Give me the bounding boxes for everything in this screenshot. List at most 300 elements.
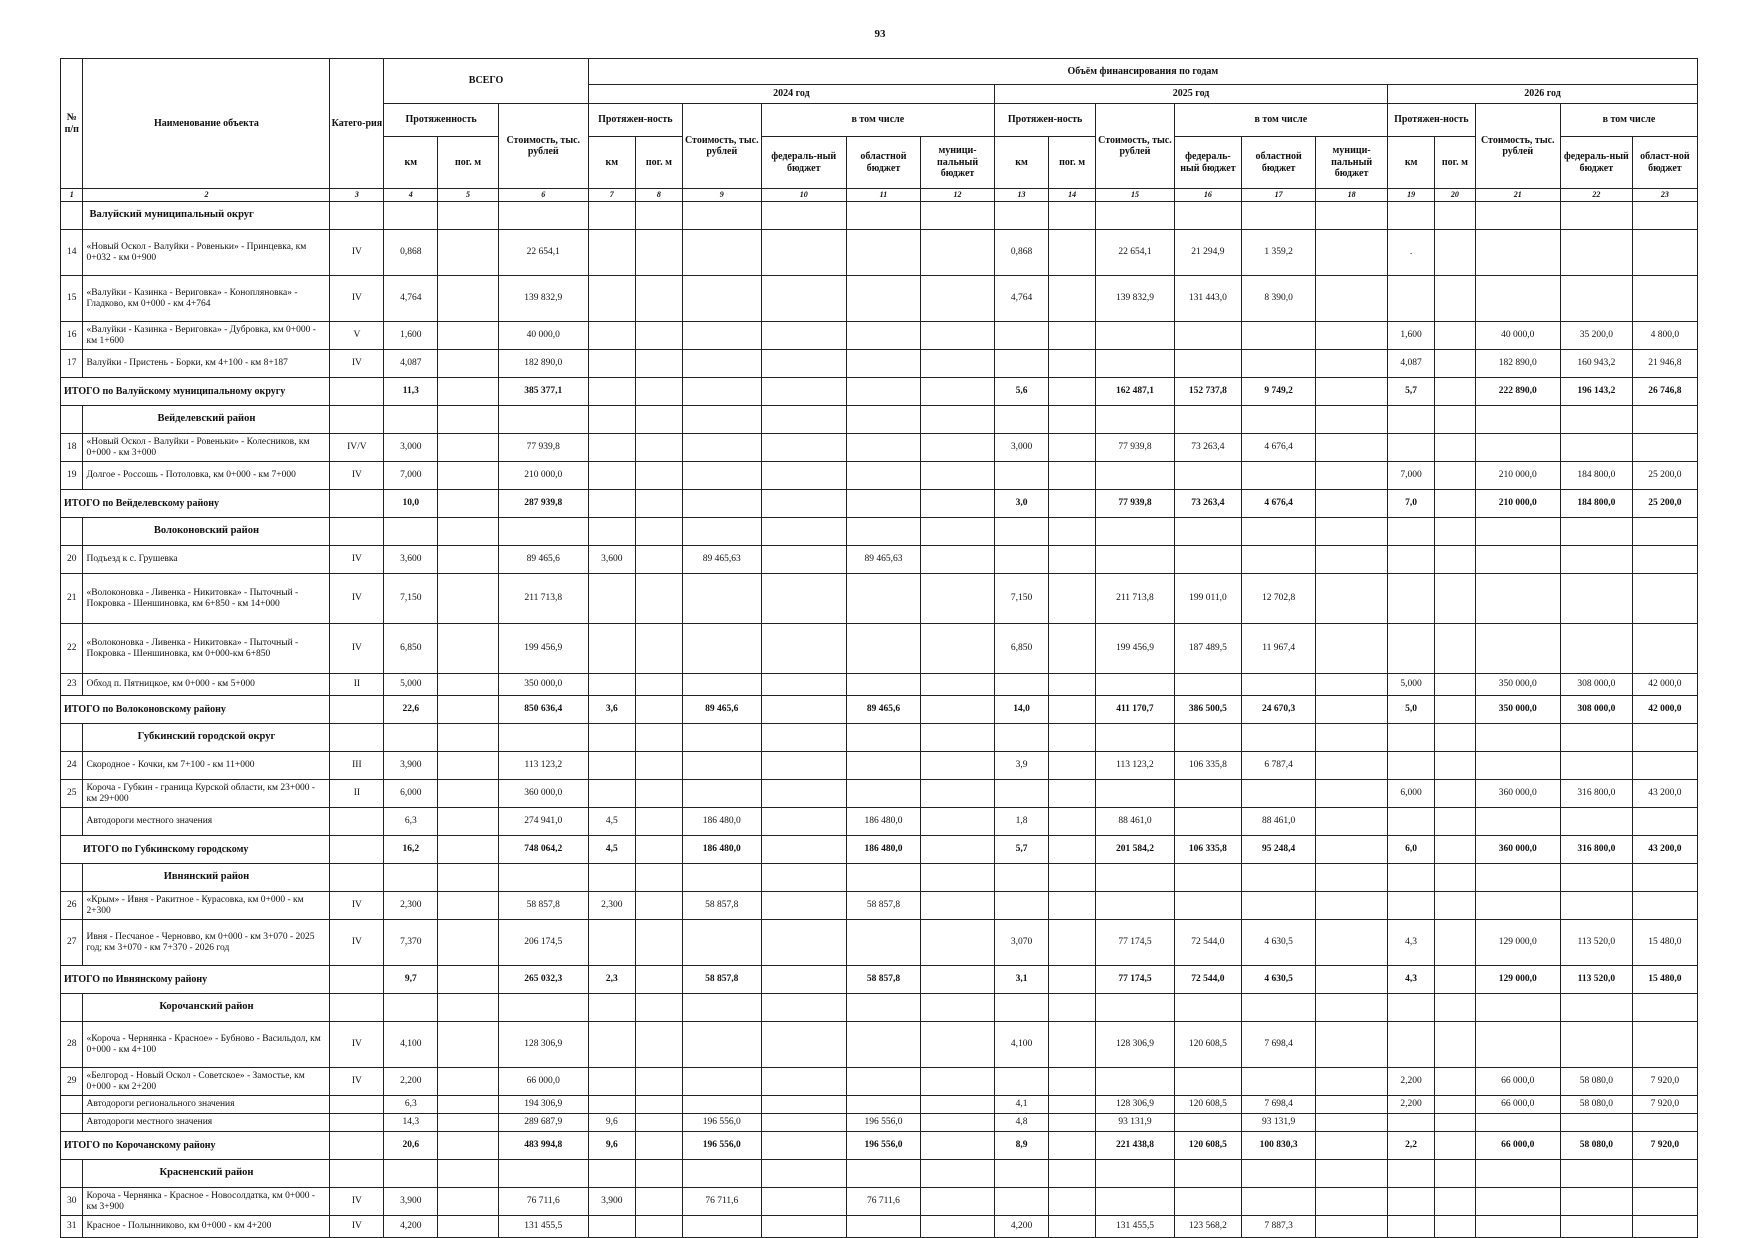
- cell-empty: [761, 674, 846, 696]
- subtotal-name: Автодороги регионального значения: [83, 1096, 330, 1114]
- cell-empty: [384, 724, 438, 752]
- cell-empty: [1388, 1216, 1435, 1238]
- value-col-13: 3,0: [995, 490, 1049, 518]
- value-col-21: 222 890,0: [1475, 378, 1560, 406]
- cell-empty: [1048, 276, 1095, 322]
- value-col-6: 22 654,1: [498, 230, 588, 276]
- cell-empty: [1388, 202, 1435, 230]
- cell-empty: [846, 724, 920, 752]
- cell-empty: [846, 1096, 920, 1114]
- object-name: Красное - Полынниково, км 0+000 - км 4+200: [83, 1216, 330, 1238]
- cell-empty: [1560, 1188, 1632, 1216]
- cell-empty: [635, 406, 682, 434]
- value-col-6: 350 000,0: [498, 674, 588, 696]
- cell-empty: [921, 378, 995, 406]
- cell-empty: [761, 836, 846, 864]
- cell-empty: [761, 808, 846, 836]
- cell-empty: [1048, 780, 1095, 808]
- section-name: Ивнянский район: [83, 864, 330, 892]
- cell-empty: [438, 892, 499, 920]
- header-2024-municipal: муници-пальный бюджет: [921, 137, 995, 189]
- cell-empty: [846, 490, 920, 518]
- value-col-6: 66 000,0: [498, 1068, 588, 1096]
- cell-empty: [1388, 276, 1435, 322]
- value-col-4: 1,600: [384, 322, 438, 350]
- value-col-23: 25 200,0: [1632, 490, 1697, 518]
- cell-empty: [438, 406, 499, 434]
- cell-empty: [1174, 994, 1241, 1022]
- cell-empty: [682, 322, 761, 350]
- value-col-17: 100 830,3: [1242, 1132, 1316, 1160]
- value-col-16: 120 608,5: [1174, 1096, 1241, 1114]
- cell-empty: [1560, 202, 1632, 230]
- cell-empty: [384, 202, 438, 230]
- cell-empty: [588, 864, 635, 892]
- cell-empty: [588, 574, 635, 624]
- section-row: [61, 864, 1698, 892]
- value-col-19: 4,3: [1388, 920, 1435, 966]
- cell-empty: [761, 724, 846, 752]
- value-col-19: 2,2: [1388, 1132, 1435, 1160]
- cell-empty: [438, 752, 499, 780]
- value-col-4: 9,7: [384, 966, 438, 994]
- value-col-6: 265 032,3: [498, 966, 588, 994]
- cell-empty: [1316, 1132, 1388, 1160]
- cell-empty: [1475, 574, 1560, 624]
- cell-empty: [1242, 406, 1316, 434]
- cell-empty: [846, 350, 920, 378]
- value-col-13: 14,0: [995, 696, 1049, 724]
- header-2025-length: Протяжен-ность: [995, 104, 1096, 137]
- cell-empty: [846, 864, 920, 892]
- cell-empty: [1048, 406, 1095, 434]
- value-col-9: 196 556,0: [682, 1132, 761, 1160]
- value-col-13: 6,850: [995, 624, 1049, 674]
- value-col-6: 40 000,0: [498, 322, 588, 350]
- cell-empty: [588, 322, 635, 350]
- cell-empty: [1174, 674, 1241, 696]
- value-col-21: 40 000,0: [1475, 322, 1560, 350]
- row-number: 21: [61, 574, 83, 624]
- category: IV: [330, 1068, 384, 1096]
- value-col-21: 350 000,0: [1475, 696, 1560, 724]
- cell-empty: [384, 994, 438, 1022]
- cell-empty: [1316, 546, 1388, 574]
- cell-empty: [682, 674, 761, 696]
- cell-empty: [1316, 490, 1388, 518]
- cell-empty: [761, 1132, 846, 1160]
- object-name: Обход п. Пятницкое, км 0+000 - км 5+000: [83, 674, 330, 696]
- header-2025-pog-m: пог. м: [1048, 137, 1095, 189]
- cell-empty: [438, 780, 499, 808]
- cell-empty: [1435, 752, 1475, 780]
- cell-empty: [1048, 202, 1095, 230]
- section-row: [61, 518, 1698, 546]
- value-col-23: 7 920,0: [1632, 1096, 1697, 1114]
- cell-empty: [635, 994, 682, 1022]
- cell-empty: [1242, 1068, 1316, 1096]
- category: III: [330, 752, 384, 780]
- cell-empty: [1048, 808, 1095, 836]
- cell-empty: [588, 994, 635, 1022]
- row-number: 26: [61, 892, 83, 920]
- column-number: 3: [330, 189, 384, 202]
- value-col-11: 76 711,6: [846, 1188, 920, 1216]
- value-col-6: 199 456,9: [498, 624, 588, 674]
- cell-empty: [846, 1022, 920, 1068]
- value-col-15: 128 306,9: [1096, 1022, 1175, 1068]
- total-row: [61, 836, 1698, 864]
- value-col-4: 6,000: [384, 780, 438, 808]
- value-col-19: 1,600: [1388, 322, 1435, 350]
- value-col-19: 5,000: [1388, 674, 1435, 696]
- value-col-22: 184 800,0: [1560, 462, 1632, 490]
- cell-empty: [921, 490, 995, 518]
- cell-empty: [1475, 406, 1560, 434]
- value-col-16: 120 608,5: [1174, 1022, 1241, 1068]
- cell-empty: [498, 724, 588, 752]
- value-col-4: 7,150: [384, 574, 438, 624]
- cell-empty: [588, 724, 635, 752]
- cell-empty: [635, 518, 682, 546]
- value-col-6: 287 939,8: [498, 490, 588, 518]
- category: IV: [330, 546, 384, 574]
- cell-empty: [438, 202, 499, 230]
- cell-empty: [1316, 574, 1388, 624]
- object-name: Скородное - Кочки, км 7+100 - км 11+000: [83, 752, 330, 780]
- value-col-9: 89 465,6: [682, 696, 761, 724]
- object-name: Долгое - Россошь - Потоловка, км 0+000 - км 7+000: [83, 462, 330, 490]
- row-number: 28: [61, 1022, 83, 1068]
- cell-empty: [1242, 1188, 1316, 1216]
- cell-empty: [438, 966, 499, 994]
- cell-empty: [1435, 920, 1475, 966]
- cell-empty: [921, 1216, 995, 1238]
- cell-empty: [1096, 350, 1175, 378]
- cell-empty: [1242, 724, 1316, 752]
- category: IV: [330, 574, 384, 624]
- cell-empty: [761, 864, 846, 892]
- value-col-4: 16,2: [384, 836, 438, 864]
- cell-empty: [761, 434, 846, 462]
- value-col-9: 58 857,8: [682, 892, 761, 920]
- cell-empty: [761, 378, 846, 406]
- table-row: [61, 322, 1698, 350]
- cell-empty: [921, 780, 995, 808]
- cell-empty: [1316, 406, 1388, 434]
- cell-empty: [1560, 546, 1632, 574]
- cell-empty: [1435, 1114, 1475, 1132]
- value-col-6: 483 994,8: [498, 1132, 588, 1160]
- cell-empty: [1096, 892, 1175, 920]
- cell-empty: [682, 434, 761, 462]
- row-number: 22: [61, 624, 83, 674]
- cell-empty: [1174, 1188, 1241, 1216]
- header-2024-cost: Стоимость, тыс. рублей: [682, 104, 761, 189]
- cell-empty: [1316, 892, 1388, 920]
- cell-empty: [1435, 462, 1475, 490]
- cell-empty: [330, 966, 384, 994]
- cell-empty: [498, 864, 588, 892]
- cell-empty: [682, 518, 761, 546]
- cell-empty: [995, 994, 1049, 1022]
- object-name: «Валуйки - Казинка - Вериговка» - Дубровка, км 0+000 - км 1+600: [83, 322, 330, 350]
- cell-empty: [1388, 1022, 1435, 1068]
- cell-empty: [1316, 1216, 1388, 1238]
- value-col-21: 182 890,0: [1475, 350, 1560, 378]
- value-col-23: 15 480,0: [1632, 920, 1697, 966]
- value-col-17: 4 676,4: [1242, 434, 1316, 462]
- cell-empty: [330, 406, 384, 434]
- cell-empty: [682, 994, 761, 1022]
- cell-empty: [588, 276, 635, 322]
- value-col-16: 152 737,8: [1174, 378, 1241, 406]
- value-col-6: 139 832,9: [498, 276, 588, 322]
- cell-empty: [1242, 994, 1316, 1022]
- cell-empty: [761, 202, 846, 230]
- cell-empty: [921, 1188, 995, 1216]
- cell-empty: [1560, 892, 1632, 920]
- cell-empty: [1388, 892, 1435, 920]
- table-row: [61, 434, 1698, 462]
- value-col-17: 8 390,0: [1242, 276, 1316, 322]
- cell-empty: [1174, 724, 1241, 752]
- table-row: [61, 350, 1698, 378]
- cell-empty: [61, 1114, 83, 1132]
- value-col-19: 7,0: [1388, 490, 1435, 518]
- category: IV: [330, 462, 384, 490]
- cell-empty: [1316, 1188, 1388, 1216]
- cell-empty: [1048, 490, 1095, 518]
- value-col-16: 187 489,5: [1174, 624, 1241, 674]
- cell-empty: [438, 1216, 499, 1238]
- cell-empty: [1316, 202, 1388, 230]
- header-name: Наименование объекта: [83, 59, 330, 189]
- cell-empty: [1096, 518, 1175, 546]
- value-col-15: 77 939,8: [1096, 434, 1175, 462]
- value-col-4: 5,000: [384, 674, 438, 696]
- cell-empty: [588, 1096, 635, 1114]
- value-col-13: 5,7: [995, 836, 1049, 864]
- cell-empty: [761, 546, 846, 574]
- cell-empty: [635, 674, 682, 696]
- cell-empty: [1242, 780, 1316, 808]
- cell-empty: [682, 724, 761, 752]
- total-name: ИТОГО по Корочанскому району: [61, 1132, 330, 1160]
- cell-empty: [1096, 202, 1175, 230]
- value-col-19: 6,0: [1388, 836, 1435, 864]
- value-col-15: 131 455,5: [1096, 1216, 1175, 1238]
- cell-empty: [846, 202, 920, 230]
- cell-empty: [682, 202, 761, 230]
- cell-empty: [588, 920, 635, 966]
- cell-empty: [1096, 994, 1175, 1022]
- header-2025-including: в том числе: [1174, 104, 1387, 137]
- cell-empty: [682, 864, 761, 892]
- cell-empty: [1435, 808, 1475, 836]
- value-col-7: 3,900: [588, 1188, 635, 1216]
- table-body: [61, 202, 1698, 1238]
- cell-empty: [761, 994, 846, 1022]
- cell-empty: [682, 752, 761, 780]
- value-col-17: 9 749,2: [1242, 378, 1316, 406]
- cell-empty: [1632, 624, 1697, 674]
- cell-empty: [1388, 1160, 1435, 1188]
- cell-empty: [588, 752, 635, 780]
- cell-empty: [995, 406, 1049, 434]
- cell-empty: [1048, 1132, 1095, 1160]
- value-col-16: 72 544,0: [1174, 966, 1241, 994]
- category: IV: [330, 276, 384, 322]
- cell-empty: [1435, 518, 1475, 546]
- value-col-6: 194 306,9: [498, 1096, 588, 1114]
- header-no: № п/п: [61, 59, 83, 189]
- value-col-21: 210 000,0: [1475, 490, 1560, 518]
- value-col-22: 184 800,0: [1560, 490, 1632, 518]
- cell-empty: [682, 490, 761, 518]
- cell-empty: [438, 1114, 499, 1132]
- page-number: 93: [874, 28, 886, 40]
- category: V: [330, 322, 384, 350]
- cell-empty: [995, 462, 1049, 490]
- table-row: [61, 674, 1698, 696]
- cell-empty: [635, 546, 682, 574]
- header-2025-km: км: [995, 137, 1049, 189]
- cell-empty: [761, 490, 846, 518]
- cell-empty: [330, 202, 384, 230]
- cell-empty: [1435, 674, 1475, 696]
- cell-empty: [1435, 276, 1475, 322]
- value-col-11: 186 480,0: [846, 836, 920, 864]
- cell-empty: [438, 490, 499, 518]
- cell-empty: [1435, 994, 1475, 1022]
- cell-empty: [1316, 1160, 1388, 1188]
- cell-empty: [1048, 836, 1095, 864]
- cell-empty: [1435, 1160, 1475, 1188]
- cell-empty: [1435, 230, 1475, 276]
- cell-empty: [1632, 1022, 1697, 1068]
- cell-empty: [1316, 864, 1388, 892]
- cell-empty: [588, 1068, 635, 1096]
- category: IV: [330, 350, 384, 378]
- value-col-16: 199 011,0: [1174, 574, 1241, 624]
- value-col-22: 308 000,0: [1560, 674, 1632, 696]
- cell-empty: [1632, 1160, 1697, 1188]
- cell-empty: [921, 752, 995, 780]
- table-row: [61, 1068, 1698, 1096]
- cell-empty: [1096, 674, 1175, 696]
- cell-empty: [1174, 892, 1241, 920]
- cell-empty: [761, 966, 846, 994]
- cell-empty: [1632, 994, 1697, 1022]
- value-col-7: 3,600: [588, 546, 635, 574]
- cell-empty: [1316, 696, 1388, 724]
- row-number: 19: [61, 462, 83, 490]
- cell-empty: [846, 920, 920, 966]
- row-number: 20: [61, 546, 83, 574]
- value-col-17: 95 248,4: [1242, 836, 1316, 864]
- cell-empty: [682, 780, 761, 808]
- cell-empty: [438, 1132, 499, 1160]
- cell-empty: [1174, 322, 1241, 350]
- cell-empty: [498, 202, 588, 230]
- cell-empty: [846, 276, 920, 322]
- value-col-11: 89 465,63: [846, 546, 920, 574]
- column-number: 19: [1388, 189, 1435, 202]
- cell-empty: [761, 1188, 846, 1216]
- value-col-4: 11,3: [384, 378, 438, 406]
- cell-empty: [846, 752, 920, 780]
- cell-empty: [921, 966, 995, 994]
- cell-empty: [921, 350, 995, 378]
- cell-empty: [588, 1160, 635, 1188]
- section-name: Вейделевский район: [83, 406, 330, 434]
- value-col-4: 3,900: [384, 1188, 438, 1216]
- cell-empty: [1316, 230, 1388, 276]
- cell-empty: [1388, 752, 1435, 780]
- cell-empty: [921, 836, 995, 864]
- cell-empty: [1560, 276, 1632, 322]
- cell-empty: [1174, 518, 1241, 546]
- cell-empty: [438, 1160, 499, 1188]
- cell-empty: [1048, 1216, 1095, 1238]
- cell-empty: [1560, 808, 1632, 836]
- cell-empty: [330, 378, 384, 406]
- cell-empty: [921, 276, 995, 322]
- cell-empty: [438, 674, 499, 696]
- category: IV/V: [330, 434, 384, 462]
- cell-empty: [1632, 434, 1697, 462]
- cell-empty: [588, 674, 635, 696]
- cell-empty: [682, 624, 761, 674]
- value-col-13: 1,8: [995, 808, 1049, 836]
- cell-empty: [1632, 1114, 1697, 1132]
- cell-empty: [761, 920, 846, 966]
- value-col-4: 7,370: [384, 920, 438, 966]
- value-col-15: 77 174,5: [1096, 966, 1175, 994]
- cell-empty: [1560, 1114, 1632, 1132]
- header-total-length: Протяженность: [384, 104, 499, 137]
- header-2026-pog-m: пог. м: [1435, 137, 1475, 189]
- object-name: Короча - Чернянка - Красное - Новосолдатка, км 0+000 - км 3+900: [83, 1188, 330, 1216]
- value-col-21: 360 000,0: [1475, 836, 1560, 864]
- cell-empty: [682, 378, 761, 406]
- cell-empty: [1174, 1114, 1241, 1132]
- cell-empty: [995, 350, 1049, 378]
- cell-empty: [682, 1022, 761, 1068]
- cell-empty: [588, 518, 635, 546]
- cell-empty: [635, 378, 682, 406]
- header-2024-including: в том числе: [761, 104, 995, 137]
- value-col-17: 93 131,9: [1242, 1114, 1316, 1132]
- cell-empty: [1174, 780, 1241, 808]
- cell-empty: [61, 994, 83, 1022]
- cell-empty: [1475, 1114, 1560, 1132]
- cell-empty: [498, 1160, 588, 1188]
- cell-empty: [1435, 1188, 1475, 1216]
- cell-empty: [1632, 230, 1697, 276]
- cell-empty: [846, 1160, 920, 1188]
- value-col-22: 316 800,0: [1560, 780, 1632, 808]
- value-col-4: 4,100: [384, 1022, 438, 1068]
- cell-empty: [588, 378, 635, 406]
- value-col-6: 113 123,2: [498, 752, 588, 780]
- cell-empty: [1048, 966, 1095, 994]
- total-name: ИТОГО по Ивнянскому району: [61, 966, 330, 994]
- cell-empty: [846, 230, 920, 276]
- header-2024-km: км: [588, 137, 635, 189]
- column-number: 12: [921, 189, 995, 202]
